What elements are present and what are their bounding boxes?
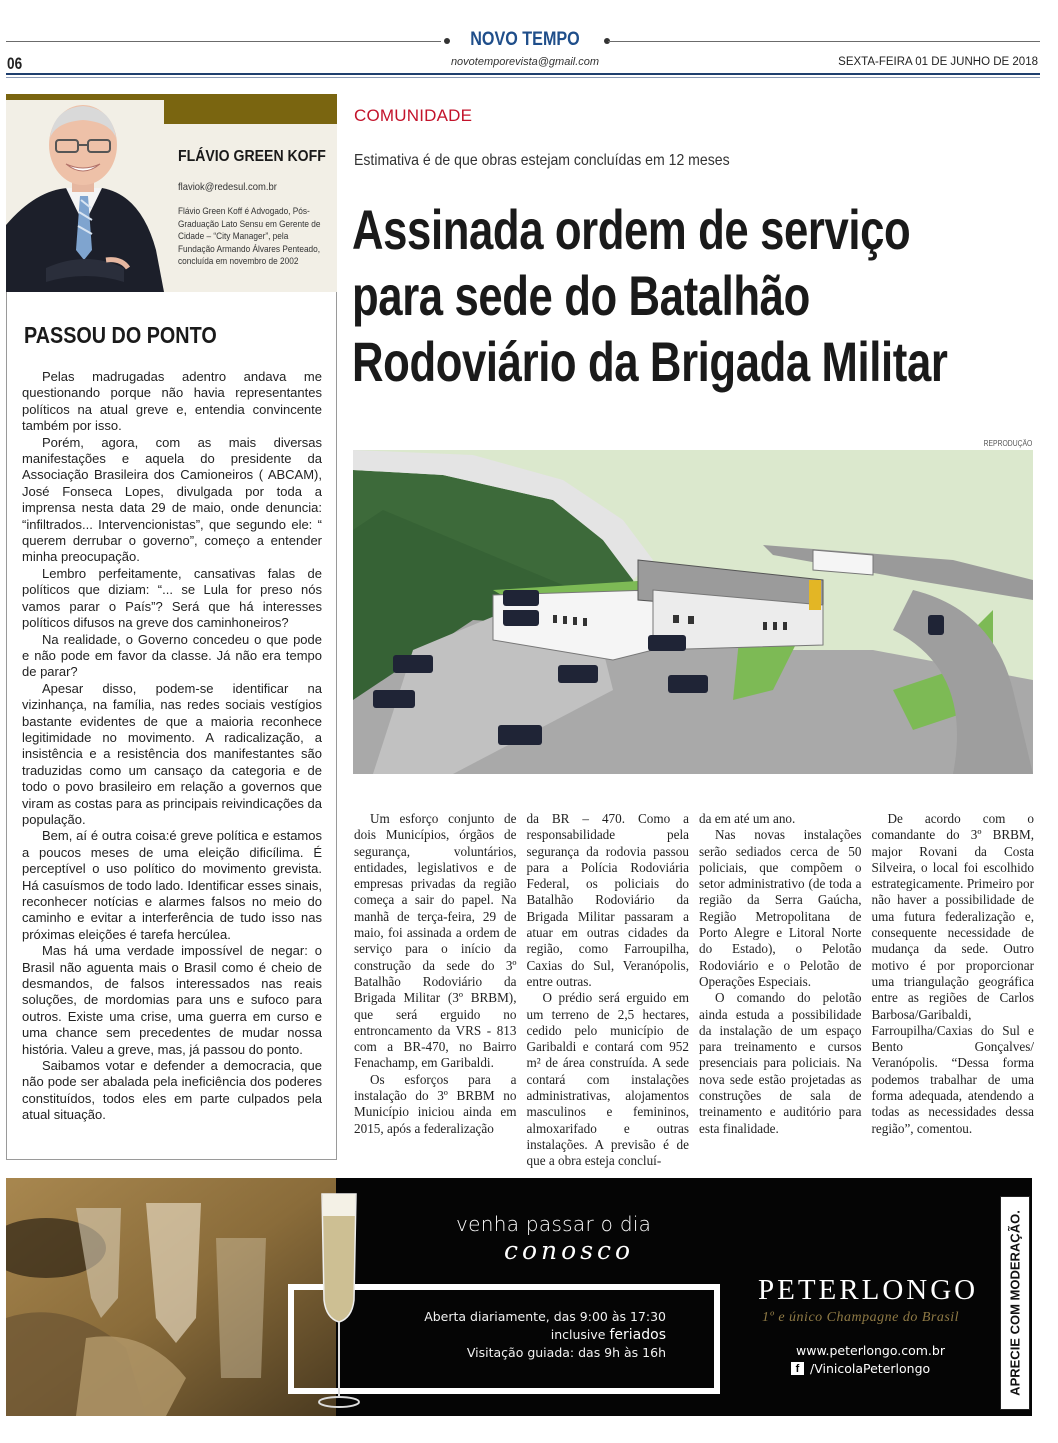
article-paragraph: Um esforço conjunto de dois Municípios, órgãos de segurança, voluntários, entidades, legislativos e de empresas privadas da região começa a sair do papel. Na manhã de terça-feira, 29 de maio, foi assinada a ordem de serviço para o início da construção da sede do 3º Batalhão Rodoviário da Brigada Militar (3º BRBM), que será erguido no entroncamento da VRS - 813 com a BR-470, no Bairro Fenachamp, em Garibaldi. <box>354 811 517 1071</box>
article-paragraph: Os esforços para a instalação do 3º BRBM no Município iniciou ainda em 2015, após a federalização <box>354 1071 517 1136</box>
article-headline <box>352 197 948 395</box>
brand-website-link[interactable]: www.peterlongo.com.br <box>796 1343 945 1358</box>
column-body <box>22 369 322 1124</box>
author-name: FLÁVIO GREEN KOFF <box>178 148 326 165</box>
masthead-rule-left <box>6 41 441 42</box>
peterlongo-advertisement[interactable] <box>6 1178 1032 1416</box>
article-column-4 <box>872 811 1035 1170</box>
issue-date: SEXTA-FEIRA 01 DE JUNHO DE 2018 <box>838 56 1038 68</box>
masthead-rule-right <box>608 41 1040 42</box>
hours-daily: Aberta diariamente, das 9:00 às 17:30 <box>424 1309 666 1324</box>
article-subtitle: Estimativa é de que obras estejam concluídas em 12 meses <box>354 152 730 169</box>
masthead-dot-left <box>444 38 450 44</box>
article-paragraph: Nas novas instalações serão sediados cerca de 50 policiais, que compõem o setor administrativo (de toda a região da Serra Gaúcha, Região Metropolitana de Porto Alegre e Litoral Norte do Estado), o Pelotão Rodoviário e o Pelotão de Operações Especiais. <box>699 827 862 989</box>
column-paragraph: Saibamos votar e defender a democracia, que não pode ser abalada pela ineficiência dos poderes constituídos, todos eles em parte culpados pela atual situação. <box>22 1058 322 1123</box>
article-paragraph: O comando do pelotão ainda estuda a possibilidade da instalação de um espaço para treinamento e cursos presenciais para policiais. Na nova sede estão projetadas as construções de sala de treinamento e auditório para esta finalidade. <box>699 990 862 1136</box>
hours-guided-tour: Visitação guiada: das 9h às 16h <box>466 1345 666 1360</box>
headline-line: para sede do Batalhão <box>352 264 810 327</box>
column-paragraph: Mas há uma verdade impossível de negar: o Brasil não aguenta mais o Brasil como é cheio de desmandos, de falsos interessados nas reais soluções, de mordomias para uns e sufoco para outros. Existe uma crise, uma guerra em curso e uma chance sem precedentes de mudar nossa história. Valeu a greve, mas, já passou do ponto. <box>22 943 322 1057</box>
article-body <box>354 811 1034 1170</box>
author-bio: Flávio Green Koff é Advogado, Pós-Graduação Lato Sensu em Gerente de Cidade – “City Manager”, pela Fundação Armando Álvares Penteado, concluída em novembro de 2002 <box>178 206 321 267</box>
hours-holidays <box>424 1326 666 1344</box>
brand-logo: PETERLONGO <box>758 1274 979 1306</box>
masthead-divider-thin <box>6 77 1040 78</box>
warning-text: APRECIE COM MODERAÇÃO. <box>1007 1210 1023 1396</box>
ad-tagline: venha passar o dia <box>456 1212 652 1236</box>
publication-email[interactable]: novotemporevista@gmail.com <box>450 56 600 68</box>
column-paragraph: Pelas madrugadas adentro andava me questionando porque não havia representantes políticos na atual greve e, entendia convincente também por isso. <box>22 369 322 434</box>
column-paragraph: Na realidade, o Governo concedeu o que pode e não pode em favor da classe. Já não era tempo de parar? <box>22 631 322 680</box>
author-photo <box>6 100 164 292</box>
article-paragraph: De acordo com o comandante do 3º BRBM, major Rovani da Costa Silveira, o local foi escolhido estrategicamente. Primeiro por não haver a possibilidade de uma futura federalização e, consequente necessidade de mudança da sede. Outro motivo é por proporcionar uma triangulação geográfica entre as regiões de Carlos Barbosa/Garibaldi, Farroupilha/Caxias do Sul e Bento Gonçalves/ Veranópolis. “Dessa forma podemos trabalhar de uma forma adequada, atendendo a todas as necessidades dessa região”, comentou. <box>871 811 1034 1136</box>
author-email[interactable]: flaviok@redesul.com.br <box>178 181 277 193</box>
article-column-2 <box>527 811 690 1170</box>
ad-hours <box>424 1308 666 1362</box>
column-paragraph: Porém, agora, com as mais diversas manifestações e aquela do presidente da Associação Brasileira dos Camioneiros ( ABCAM), José Fonseca Lopes, divulgada por toda a imprensa nesta data 29 de maio, onde denuncia: “infiltrados... Intervencionistas”, que segundo ele: “ querem derrubar o governo”, começo a entender minha preocupação. <box>22 434 322 565</box>
hours-holidays-emphasis: feriados <box>609 1327 666 1343</box>
column-title: PASSOU DO PONTO <box>24 322 217 348</box>
facebook-handle: /VinicolaPeterlongo <box>810 1361 931 1376</box>
headline-line: Rodoviário da Brigada Militar <box>352 330 948 393</box>
article-paragraph: O prédio será erguido em um terreno de 2,5 hectares, cedido pelo município de Garibaldi e contará com 952 m² de área construída. A sede contará com instalações administrativas, alojamentos masculinos e femininos, almoxarifado e outras instalações. A previsão é de que a obra esteja concluí- <box>526 990 689 1169</box>
column-paragraph: Apesar disso, podem-se identificar na vizinhança, na família, nas redes sociais vestígios bastante evidentes de que a maioria reconhece legitimidade no movimento. A radicalização, a insistência e a resistência dos manifestantes são traduzidas como um cansaço da categoria e de todo o povo brasileiro em relação a governos que viram as costas para as principais reivindicações da população. <box>22 680 322 827</box>
building-render-image <box>353 450 1033 774</box>
column-paragraph: Bem, aí é outra coisa:é greve política e estamos a poucos meses de uma eleição dificílima. É perceptível o uso político do movimento grevista. Há casuísmos de todo lado. Identificar esses sinais, reconhecer notícias e alarmes falsos no meio do caminho e evitar a interferência de tudo isso nas próximas eleições é tarefa hercúlea. <box>22 828 322 942</box>
toast-photo <box>6 1178 336 1416</box>
facebook-icon: f <box>791 1362 804 1375</box>
ad-tagline-script: conosco <box>504 1236 635 1265</box>
publication-title: NOVO TEMPO <box>470 29 580 50</box>
image-credit: REPRODUÇÃO <box>983 439 1032 448</box>
champagne-flute-icon <box>314 1190 364 1412</box>
brand-slogan: 1º e único Champagne do Brasil <box>762 1310 960 1325</box>
article-column-1 <box>354 811 517 1170</box>
masthead-divider <box>6 73 1040 75</box>
page-number: 06 <box>7 54 23 73</box>
article-paragraph: da BR – 470. Como a responsabilidade pela segurança da rodovia passou para a Polícia Rodoviária Federal, os policiais do Batalhão Rodoviário da Brigada Militar passaram a atuar em outras cidades da região, como Farroupilha, Caxias do Sul, Veranópolis, entre outras. <box>526 811 689 989</box>
headline-line: Assinada ordem de serviço <box>352 198 911 261</box>
brand-facebook-link[interactable] <box>791 1361 930 1376</box>
article-paragraph: da em até um ano. <box>699 811 796 826</box>
section-label: COMUNIDADE <box>354 106 473 125</box>
hours-holidays-prefix: inclusive <box>550 1327 606 1342</box>
drink-responsibly-notice <box>1000 1196 1030 1410</box>
column-paragraph: Lembro perfeitamente, cansativas falas de políticos que diziam: “... se Lula for preso nós vamos parar o País”? Será que há interesses políticos difusos na greve dos caminhoneiros? <box>22 565 322 631</box>
article-column-3 <box>699 811 862 1170</box>
